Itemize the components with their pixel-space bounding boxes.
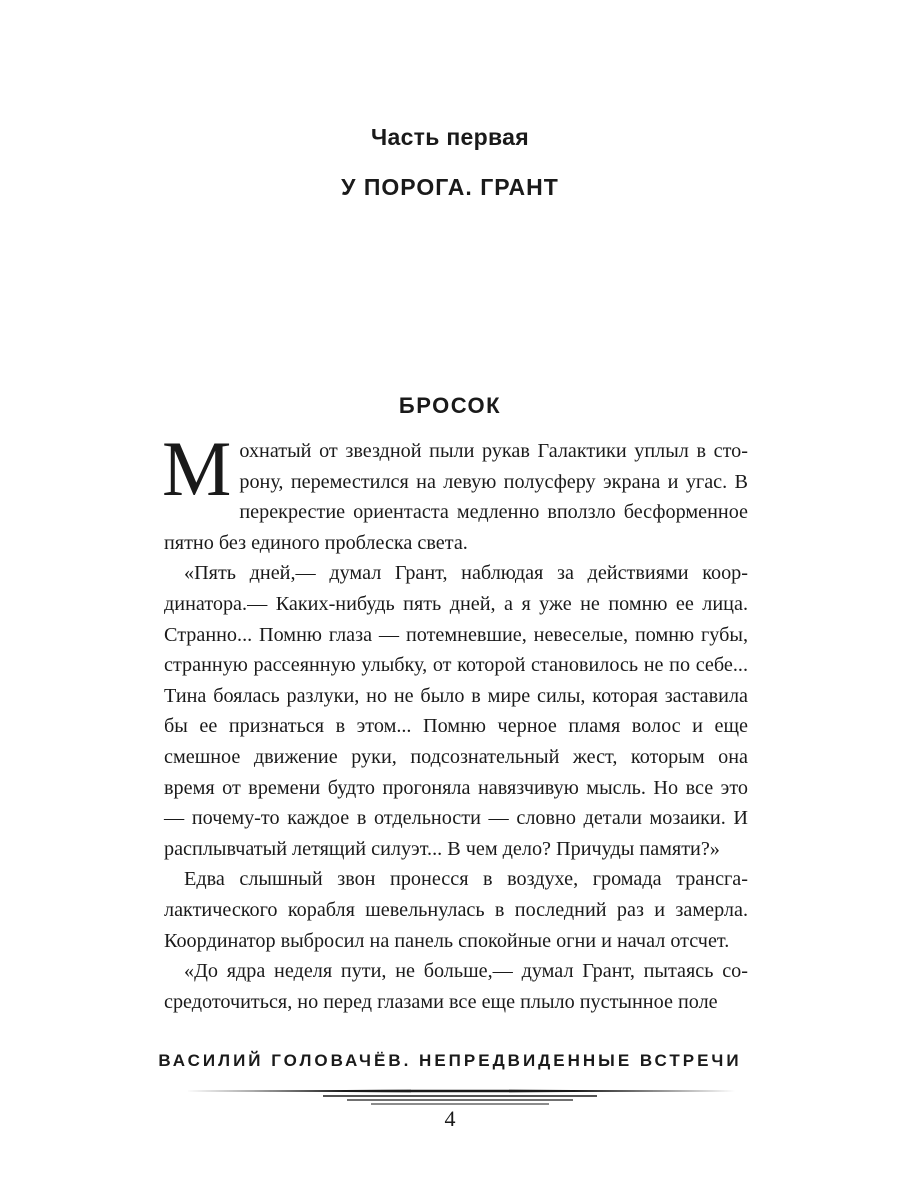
body-text — [162, 425, 748, 1017]
paragraph: Едва слышный звон пронесся в воздухе, громада трансгалактического корабля шевельнулась в последний раз и замерла. Координатор выбросил на панель спокойные огни и начал отсчет. — [164, 868, 748, 952]
page-number: 4 — [444, 1106, 456, 1131]
ornament-left-rule — [185, 1090, 411, 1093]
part-title: Часть первая — [371, 124, 529, 150]
part-subtitle: У ПОРОГА. ГРАНТ — [341, 174, 559, 200]
paragraph-text: охнатый от звездной пыли рукав Галактики уплыл в сторону, переместился на левую полусферу экрана и угас. В перекрестие ориентаста медленно вползло бесформенное пятно без единого проблеска света. — [164, 440, 748, 554]
ornament-center-lines — [323, 1091, 597, 1104]
paragraph: «Пять дней,— думал Грант, наблюдая за действиями координатора.— Каких-нибудь пять дней, а я уже не помню ее лица. Странно... Помню глаза — потемневшие, невеселые, помню губы, странную рассеянную улыбку, от которой становилось не по себе... Тина боялась разлуки, но не было в мире силы, которая заставила бы ее признаться в этом... Помню черное пламя волос и еще смешное движение руки, подсознательный жест, которым она время от времени будто прогоняла навязчивую мысль. Но все это — почему-то каждое в отдельности — словно детали мозаики. И расплывчатый летящий силуэт... В чем дело? Причуды памяти?» — [164, 562, 748, 860]
chapter-title: БРОСОК — [398, 393, 502, 418]
drop-cap: М — [162, 425, 232, 512]
paragraph — [162, 425, 748, 558]
running-footer: ВАСИЛИЙ ГОЛОВАЧЁВ. НЕПРЕДВИДЕННЫЕ ВСТРЕЧИ — [158, 1051, 742, 1070]
ornament-right-rule — [509, 1090, 735, 1093]
paragraph: «До ядра неделя пути, не больше,— думал Грант, пытаясь сосредоточиться, но перед глазами все еще плыло пустынное поле — [164, 960, 748, 1013]
